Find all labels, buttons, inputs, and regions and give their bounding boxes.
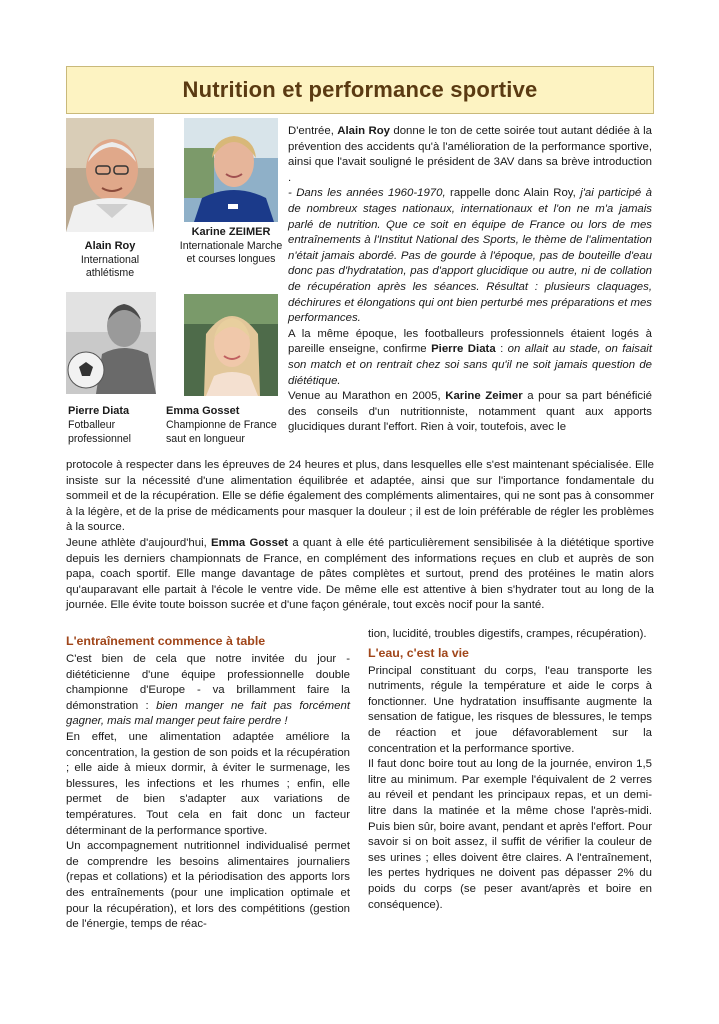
right-column bbox=[368, 627, 652, 913]
body-paragraph: tion, lucidité, troubles digestifs, crampes, récupération). bbox=[368, 628, 647, 640]
caption-karine-zeimer bbox=[176, 226, 286, 267]
body-paragraph: protocole à respecter dans les épreuves de 24 heures et plus, dans lesquelles elle s'est maintenant spécialisée. Elle insiste sur la nécessité d'une alimentation équilibrée et adaptée, ainsi que sur l'importance fondamentale du sommeil et de la récupération. Elle se défie également des compléments alimentaires, qui ne sont pas à consommer à la légère, et de la prise de médicaments pour masquer la douleur ; il est de loin préférable de régler les problèmes à la source. bbox=[66, 459, 654, 534]
photo-pierre-diata bbox=[66, 292, 156, 394]
body-paragraph: En effet, une alimentation adaptée améliore la concentration, la gestion de son poids et la récupération ; elle aide à mieux dormir, à éviter le surmenage, les blessures, les infections et les rhumes ; enfin, elle permet de bien s'adapter aux variations de températures. Tout cela en fait donc un facteur déterminant de la performance sportive. bbox=[66, 730, 350, 837]
intro-paragraph: - Dans les années 1960-1970, rappelle donc Alain Roy, j'ai participé à de nombreux stages nationaux, internationaux et l'on ne m'a jamais parlé de nutrition. Que ce soit en équipe de France ou lors de mes entraînements à l'Institut National des Sports, le thème de l'alimentation n'était jamais abordé. Pas de gourde à l'époque, pas de bouteille d'eau donc pas d'hydratation, pas d'apport glucidique ou autre, ni de collation de récupération après les séances. Résultat : plusieurs claquages, déchirures et élongations qui ont bien perturbé mes préparations et mes performances. bbox=[288, 187, 652, 325]
intro-text bbox=[288, 124, 652, 436]
left-column bbox=[66, 633, 350, 933]
body-paragraph: Jeune athlète d'aujourd'hui, Emma Gosset a quant à elle été particulièrement sensibilisée à la diététique sportive depuis les derniers championnats de France, en complément des informations reçues en club et auprès de son papa, coach sportif. Elle mange davantage de pâtes complètes et surtout, prend des protéines le matin alors qu'auparavant elle partait à l'école le ventre vide. De même elle est attentive à bien s'hydrater tout au long de la journée. Elle évite toute boisson sucrée et d'une façon générale, tout excès nocif pour la santé. bbox=[66, 536, 654, 612]
person-name: Karine ZEIMER bbox=[191, 226, 271, 238]
person-role: Fotballeur professionnel bbox=[68, 419, 132, 445]
body-paragraph: Il faut donc boire tout au long de la journée, environ 1,5 litre au minimum. Par exemple l'équivalent de 2 verres au réveil et pendant les principaux repas, et un demi-litre dans la matinée et la même chose l'après-midi. Puis bien sûr, boire avant, pendant et après l'effort. Pour savoir si on boit assez, il suffit de vérifier la couleur de ses urines ; elles doivent être claires. A l'entraînement, les pertes hydriques ne doivent pas dépasser 2% du poids du corps (se peser avant/après et boire en conséquence). bbox=[368, 758, 652, 911]
person-role: International athlétisme bbox=[80, 253, 140, 280]
person-role: Championne de France saut en longueur bbox=[166, 419, 277, 445]
photo-alain-roy bbox=[66, 118, 154, 232]
photo-karine-zeimer bbox=[184, 118, 278, 222]
intro-paragraph: D'entrée, Alain Roy donne le ton de cette soirée tout autant dédiée à la prévention des accidents qu'à l'amélioration de la performance sportive, ainsi que l'avait souligné le président de 3AV dans sa brève introduction . bbox=[288, 125, 652, 184]
intro-paragraph: A la même époque, les footballeurs professionnels étaient logés à pareille enseigne, confirme Pierre Diata : on allait au stade, on faisait son match et on rentrait chez soi sans qu'il ne soit jamais question de diététique. bbox=[288, 327, 653, 387]
caption-emma-gosset bbox=[166, 404, 284, 446]
person-name: Emma Gosset bbox=[166, 405, 240, 417]
section-heading: L'eau, c'est la vie bbox=[368, 645, 469, 660]
body-paragraph: Principal constituant du corps, l'eau transporte les nutriments, régule la température et aide le corps à fonctionner. Une hydratation insuffisante augmente la sensation de fatigue, les risques de blessures, le temps de réaction et joue défavorablement sur la concentration et la performance sportive. bbox=[368, 664, 652, 755]
intro-paragraph: Venue au Marathon en 2005, Karine Zeimer a pour sa part bénéficié des conseils d'un nutritionniste, notamment quant aux apports glucidiques durant l'effort. Rien à voir, toutefois, avec le bbox=[288, 390, 652, 434]
title-banner bbox=[66, 66, 654, 114]
section-heading: L'entraînement commence à table bbox=[66, 634, 266, 648]
full-width-text bbox=[66, 458, 654, 614]
person-role: Internationale Marche et courses longues bbox=[179, 239, 283, 266]
caption-pierre-diata bbox=[68, 404, 154, 446]
page-title: Nutrition et performance sportive bbox=[182, 77, 538, 103]
photo-emma-gosset bbox=[184, 294, 278, 396]
body-paragraph: Un accompagnement nutritionnel individualisé permet de comprendre les besoins alimentaires journaliers (repas et collations) et la périodisation des apports lors des entraînements (pour une implication optimale et pour la récupération), et lors des compétitions (gestion de l'énergie, temps de réac- bbox=[66, 840, 350, 931]
caption-alain-roy bbox=[62, 240, 158, 281]
body-paragraph: C'est bien de cela que notre invitée du jour - diététicienne d'une équipe professionnelle double championne d'Europe - va brillamment faire la démonstration : bien manger ne fait pas forcément gagner, mais mal manger peut faire perdre ! bbox=[66, 653, 350, 728]
person-name: Pierre Diata bbox=[68, 405, 130, 417]
person-name: Alain Roy bbox=[84, 240, 136, 252]
